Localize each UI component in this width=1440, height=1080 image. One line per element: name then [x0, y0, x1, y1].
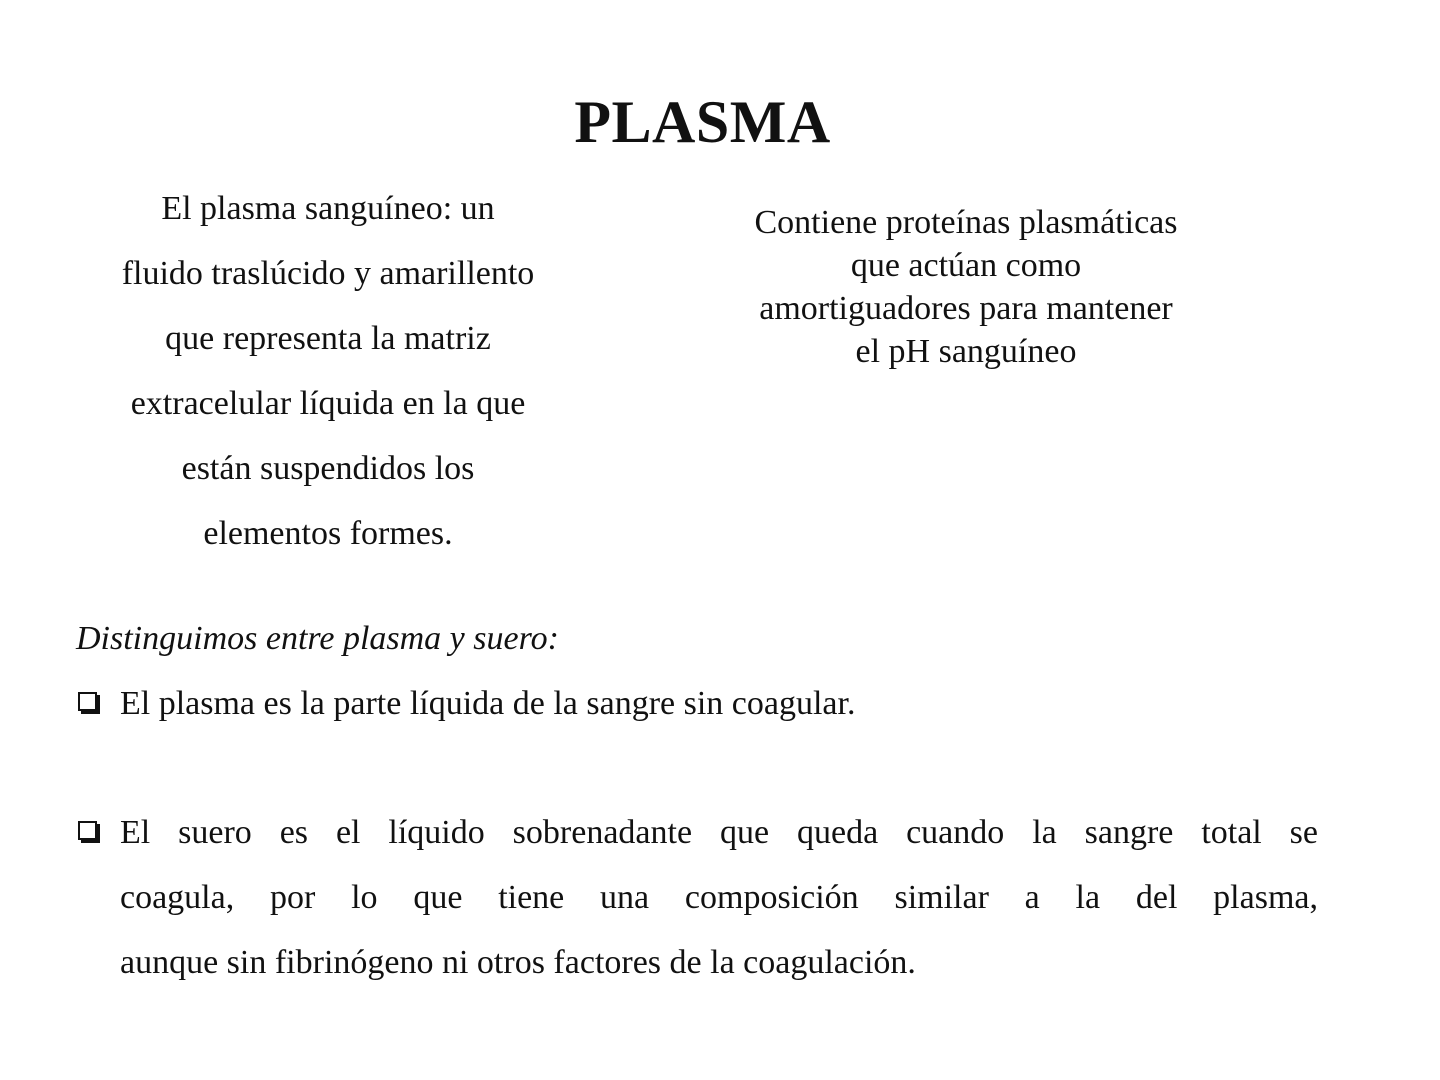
- definition-line: están suspendidos los: [181, 450, 475, 487]
- plasma-proteins-block: [696, 201, 1236, 373]
- bullet-text: [120, 671, 1318, 736]
- definition-line: que representa la matriz: [165, 320, 491, 357]
- definition-line: extracelular líquida en la que: [130, 385, 526, 422]
- bullet-item-plasma: [76, 671, 1318, 736]
- definition-line: fluido traslúcido y amarillento: [121, 255, 535, 292]
- proteins-line: Contiene proteínas plasmáticas: [754, 204, 1178, 241]
- bullet-line: El suero es el líquido sobrenadante que queda cuando la sangre total se: [120, 814, 1318, 851]
- definition-line: El plasma sanguíneo: un: [161, 190, 495, 227]
- checkbox-square-icon: [78, 821, 97, 840]
- definition-line: elementos formes.: [203, 515, 453, 552]
- bullet-text: [120, 800, 1318, 995]
- proteins-line: que actúan como: [850, 247, 1082, 284]
- section-subheading: Distinguimos entre plasma y suero:: [76, 620, 559, 657]
- checkbox-square-icon: [78, 692, 97, 711]
- bullet-line: El plasma es la parte líquida de la sangre sin coagular.: [120, 685, 856, 722]
- proteins-line: amortiguadores para mantener: [759, 290, 1173, 327]
- slide-title: PLASMA: [574, 89, 831, 156]
- bullet-item-suero: [76, 800, 1318, 995]
- bullet-line: coagula, por lo que tiene una composición similar a la del plasma,: [120, 879, 1318, 916]
- proteins-line: el pH sanguíneo: [855, 333, 1077, 370]
- plasma-definition-block: [70, 176, 586, 566]
- bullet-line: aunque sin fibrinógeno ni otros factores de la coagulación.: [120, 944, 916, 981]
